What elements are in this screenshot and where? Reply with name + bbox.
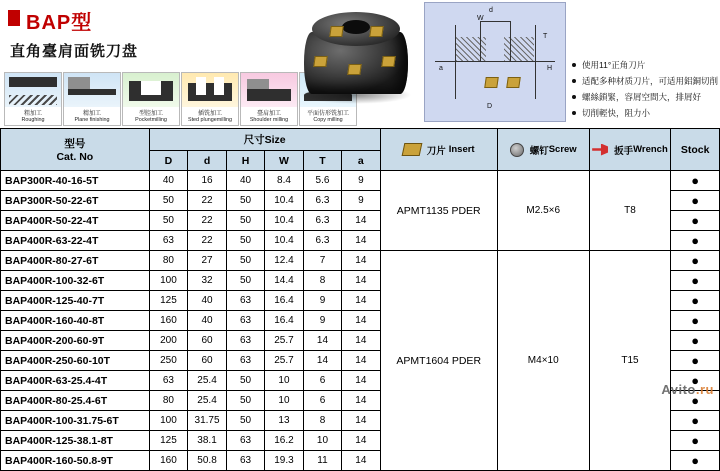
cell-cat-no: BAP400R-125-40-7T	[1, 291, 150, 311]
pocket-milling-icon	[122, 72, 180, 126]
cell-a: 9	[342, 171, 380, 191]
cell-stock: ●	[671, 211, 720, 231]
cell-cat-no: BAP400R-63-22-4T	[1, 231, 150, 251]
cell-T: 8	[303, 411, 341, 431]
cell-cat-no: BAP400R-63-25.4-4T	[1, 371, 150, 391]
cell-W: 10	[265, 371, 304, 391]
cell-stock: ●	[671, 271, 720, 291]
cell-D: 100	[149, 411, 187, 431]
header-insert-cn: 刀片	[426, 145, 446, 157]
cell-cat-no: BAP400R-200-60-9T	[1, 331, 150, 351]
table-row	[1, 251, 720, 271]
header-col-D: D	[149, 151, 187, 171]
header-cat-no-cn: 型号	[64, 138, 86, 150]
cell-d: 60	[188, 351, 227, 371]
cell-D: 160	[149, 311, 187, 331]
cell-a: 9	[342, 191, 380, 211]
cell-T: 9	[303, 291, 341, 311]
cell-d: 22	[188, 191, 227, 211]
cell-H: 50	[226, 411, 264, 431]
cell-W: 16.4	[265, 311, 304, 331]
cell-T: 6.3	[303, 191, 341, 211]
cell-d: 31.75	[188, 411, 227, 431]
cell-insert: APMT1604 PDER	[380, 251, 497, 471]
cell-T: 6	[303, 371, 341, 391]
cell-a: 14	[342, 451, 380, 471]
header-wrench-cn: 扳手	[614, 145, 634, 157]
table-header-row-top	[1, 129, 720, 151]
cell-d: 25.4	[188, 391, 227, 411]
cell-d: 22	[188, 211, 227, 231]
cell-d: 50.8	[188, 451, 227, 471]
cell-D: 200	[149, 331, 187, 351]
watermark-brand: Avito	[661, 382, 696, 397]
cell-cat-no: BAP400R-160-50.8-9T	[1, 451, 150, 471]
cell-T: 5.6	[303, 171, 341, 191]
cell-cat-no: BAP300R-40-16-5T	[1, 171, 150, 191]
cell-W: 14.4	[265, 271, 304, 291]
cell-stock: ●	[671, 451, 720, 471]
title-block	[8, 6, 288, 61]
cell-cat-no: BAP400R-125-38.1-8T	[1, 431, 150, 451]
screw-icon	[510, 143, 524, 157]
cell-D: 50	[149, 191, 187, 211]
cell-stock: ●	[671, 331, 720, 351]
cell-screw: M2.5×6	[497, 171, 589, 251]
table-body	[1, 171, 720, 471]
cell-d: 22	[188, 231, 227, 251]
cell-T: 6	[303, 391, 341, 411]
plane-finishing-icon	[63, 72, 121, 126]
dim-T: T	[543, 33, 548, 40]
cell-screw: M4×10	[497, 251, 589, 471]
cell-stock: ●	[671, 171, 720, 191]
cell-D: 63	[149, 371, 187, 391]
cell-D: 125	[149, 291, 187, 311]
cell-H: 40	[226, 171, 264, 191]
cell-cat-no: BAP300R-50-22-6T	[1, 191, 150, 211]
cell-H: 50	[226, 191, 264, 211]
note-item: 切削輕快，阻力小	[572, 106, 716, 120]
cell-insert: APMT1135 PDER	[380, 171, 497, 251]
cell-H: 50	[226, 271, 264, 291]
feature-notes	[572, 58, 719, 122]
header-col-W: W	[265, 151, 304, 171]
cell-T: 6.3	[303, 211, 341, 231]
cell-stock: ●	[671, 411, 720, 431]
cell-T: 14	[303, 351, 341, 371]
cell-cat-no: BAP400R-100-32-6T	[1, 271, 150, 291]
cell-H: 63	[226, 451, 264, 471]
sted-plunge-milling-caption: 插铣加工 Sted plungemilling	[187, 111, 233, 123]
cell-T: 11	[303, 451, 341, 471]
cell-a: 14	[342, 431, 380, 451]
cell-D: 80	[149, 391, 187, 411]
header-col-H: H	[226, 151, 264, 171]
table-row	[1, 171, 720, 191]
cell-d: 16	[188, 171, 227, 191]
header-cat-no-en: Cat. No	[56, 151, 94, 163]
cell-H: 50	[226, 371, 264, 391]
header-size-group: 尺寸Size	[149, 129, 380, 151]
cell-D: 100	[149, 271, 187, 291]
cell-stock: ●	[671, 191, 720, 211]
cell-wrench: T15	[589, 251, 671, 471]
cell-W: 10.4	[265, 191, 304, 211]
cell-D: 40	[149, 171, 187, 191]
cell-W: 16.4	[265, 291, 304, 311]
cell-stock: ●	[671, 351, 720, 371]
cell-D: 160	[149, 451, 187, 471]
watermark	[661, 382, 714, 397]
dim-H: H	[547, 65, 553, 72]
note-item: 使用11°正角刀片	[572, 58, 716, 72]
pocket-milling-caption: 型腔加工 Pocketmilling	[135, 111, 167, 123]
cell-T: 8	[303, 271, 341, 291]
cell-d: 27	[188, 251, 227, 271]
cell-H: 63	[226, 291, 264, 311]
cell-W: 25.7	[265, 331, 304, 351]
cell-cat-no: BAP400R-250-60-10T	[1, 351, 150, 371]
cell-W: 13	[265, 411, 304, 431]
product-photo	[296, 2, 420, 120]
note-item: 螺絲鎖緊，容屑空間大，排屑好	[572, 90, 716, 104]
cell-d: 60	[188, 331, 227, 351]
cell-stock: ●	[671, 431, 720, 451]
cell-cat-no: BAP400R-100-31.75-6T	[1, 411, 150, 431]
cell-a: 14	[342, 371, 380, 391]
cell-cat-no: BAP400R-50-22-4T	[1, 211, 150, 231]
cell-H: 50	[226, 211, 264, 231]
cell-a: 14	[342, 231, 380, 251]
header-cat-no	[1, 129, 150, 171]
header-insert-en: Insert	[448, 144, 475, 155]
cell-cat-no: BAP400R-80-25.4-6T	[1, 391, 150, 411]
cell-W: 19.3	[265, 451, 304, 471]
technical-drawing	[424, 2, 566, 122]
cell-wrench: T8	[589, 171, 671, 251]
header-wrench	[589, 129, 671, 171]
cell-W: 12.4	[265, 251, 304, 271]
cell-W: 8.4	[265, 171, 304, 191]
dim-d: d	[489, 7, 493, 14]
cell-a: 14	[342, 311, 380, 331]
cell-d: 25.4	[188, 371, 227, 391]
cell-T: 10	[303, 431, 341, 451]
header-stock: Stock	[671, 129, 720, 171]
header	[0, 0, 720, 128]
cell-D: 80	[149, 251, 187, 271]
dim-a: a	[439, 65, 443, 72]
cell-stock: ●	[671, 311, 720, 331]
cell-a: 14	[342, 271, 380, 291]
cell-D: 125	[149, 431, 187, 451]
cell-a: 14	[342, 211, 380, 231]
roughing-caption: 粗加工 Roughing	[21, 111, 45, 123]
page-subtitle: 直角臺肩面铣刀盘	[10, 43, 139, 60]
cell-H: 63	[226, 351, 264, 371]
watermark-suffix: .ru	[695, 382, 714, 397]
cell-T: 14	[303, 331, 341, 351]
cell-W: 10	[265, 391, 304, 411]
cell-D: 250	[149, 351, 187, 371]
cell-d: 40	[188, 291, 227, 311]
cell-stock: ●	[671, 391, 720, 411]
cell-stock: ●	[671, 371, 720, 391]
cell-H: 50	[226, 251, 264, 271]
cell-a: 14	[342, 411, 380, 431]
dim-D: D	[487, 103, 493, 110]
cell-d: 40	[188, 311, 227, 331]
header-wrench-en: Wrench	[633, 144, 668, 155]
cell-a: 14	[342, 391, 380, 411]
cell-H: 50	[226, 391, 264, 411]
cell-H: 50	[226, 231, 264, 251]
page-title: BAP型	[8, 6, 288, 35]
cell-D: 50	[149, 211, 187, 231]
cell-W: 25.7	[265, 351, 304, 371]
cell-cat-no: BAP400R-80-27-6T	[1, 251, 150, 271]
cell-stock: ●	[671, 251, 720, 271]
specification-table	[0, 128, 720, 471]
header-screw-cn: 螺钉	[529, 145, 549, 157]
cell-a: 14	[342, 351, 380, 371]
cell-D: 63	[149, 231, 187, 251]
cell-H: 63	[226, 431, 264, 451]
cell-T: 6.3	[303, 231, 341, 251]
roughing-icon	[4, 72, 62, 126]
header-col-d: d	[188, 151, 227, 171]
cell-H: 63	[226, 311, 264, 331]
cell-H: 63	[226, 331, 264, 351]
cell-T: 7	[303, 251, 341, 271]
plane-finishing-caption: 精加工 Plane finishing	[74, 111, 110, 123]
cell-W: 10.4	[265, 231, 304, 251]
note-item: 适配多种材质刀片，可适用鋁銅切削	[572, 74, 716, 88]
dim-W: W	[477, 15, 484, 22]
cell-d: 32	[188, 271, 227, 291]
cell-d: 38.1	[188, 431, 227, 451]
cell-a: 14	[342, 291, 380, 311]
header-col-T: T	[303, 151, 341, 171]
cell-cat-no: BAP400R-160-40-8T	[1, 311, 150, 331]
shoulder-milling-icon	[240, 72, 298, 126]
insert-icon	[401, 143, 422, 156]
header-screw-en: Screw	[548, 144, 577, 155]
header-screw	[497, 129, 589, 171]
table-head	[1, 129, 720, 171]
cell-a: 14	[342, 251, 380, 271]
copy-milling-caption: 平面仿形铣加工 Copy milling	[306, 111, 349, 123]
cell-stock: ●	[671, 291, 720, 311]
header-col-a: a	[342, 151, 380, 171]
cell-stock: ●	[671, 231, 720, 251]
cell-a: 14	[342, 331, 380, 351]
wrench-icon	[592, 144, 608, 156]
shoulder-milling-caption: 臺肩加工 Shoulder milling	[249, 111, 289, 123]
sted-plunge-milling-icon	[181, 72, 239, 126]
cell-W: 16.2	[265, 431, 304, 451]
cell-T: 9	[303, 311, 341, 331]
cell-W: 10.4	[265, 211, 304, 231]
header-insert	[380, 129, 497, 171]
